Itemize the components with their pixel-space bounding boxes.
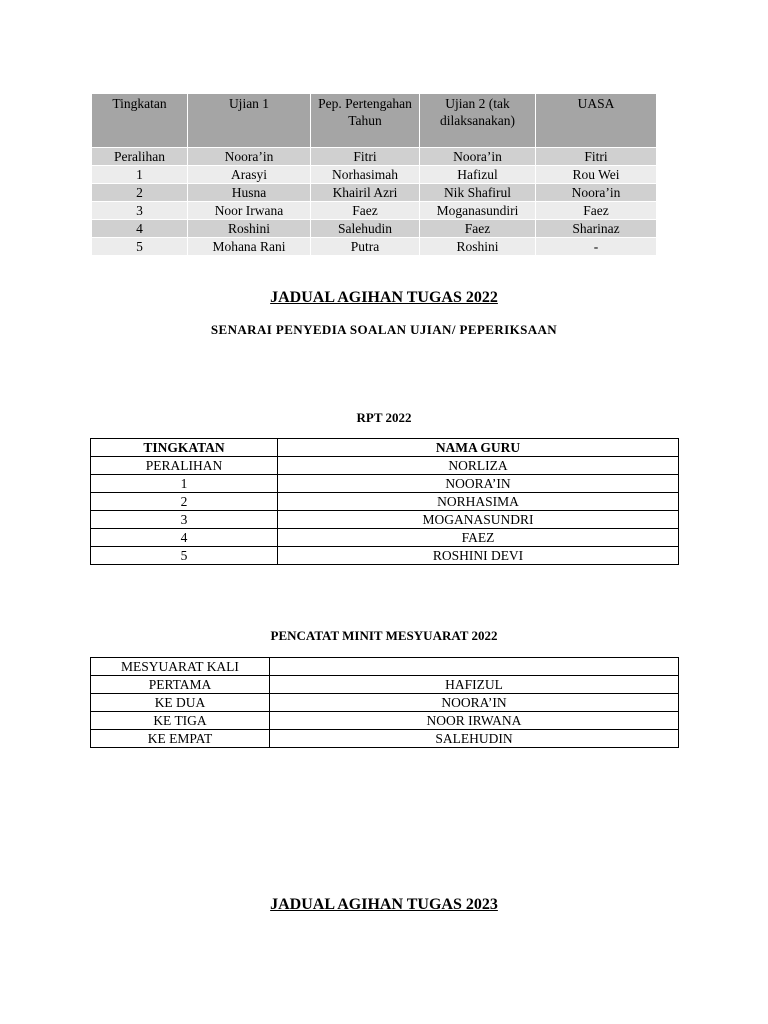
minutes-header-mesyuarat-kali: MESYUARAT KALI [91,658,270,676]
table-row [91,712,679,730]
table-cell: Moganasundiri [420,202,536,220]
table-row [91,511,679,529]
minutes-header-empty [270,658,679,676]
table-cell: - [536,238,657,256]
table-cell: Sharinaz [536,220,657,238]
table-cell: 2 [92,184,188,202]
table-cell: Norhasimah [311,166,420,184]
table-cell: Khairil Azri [311,184,420,202]
table-cell: MOGANASUNDRI [278,511,679,529]
table-cell: FAEZ [278,529,679,547]
table-cell: KE DUA [91,694,270,712]
rpt-header-row [91,439,679,457]
table-row [91,457,679,475]
table-cell: NOOR IRWANA [270,712,679,730]
minutes-table [90,657,679,748]
table-row [92,184,657,202]
table-cell: Noora’in [188,148,311,166]
exam-header-uasa: UASA [536,94,657,148]
table-row [91,547,679,565]
table-cell: Roshini [420,238,536,256]
table-cell: Faez [536,202,657,220]
table-cell: Nik Shafirul [420,184,536,202]
table-cell: Noor Irwana [188,202,311,220]
table-cell: NOORA’IN [270,694,679,712]
table-cell: NORLIZA [278,457,679,475]
table-cell: HAFIZUL [270,676,679,694]
heading-rpt-2022: RPT 2022 [356,410,412,425]
table-cell: 4 [92,220,188,238]
rpt-header-tingkatan: TINGKATAN [91,439,278,457]
table-row [91,475,679,493]
exam-table-header-row [92,94,657,148]
exam-header-tingkatan: Tingkatan [92,94,188,148]
table-row [92,220,657,238]
table-cell: ROSHINI DEVI [278,547,679,565]
table-cell: NORHASIMA [278,493,679,511]
table-cell: 3 [91,511,278,529]
table-cell: 3 [92,202,188,220]
table-cell: Hafizul [420,166,536,184]
table-row [91,493,679,511]
exam-header-pep-pertengahan: Pep. Pertengahan Tahun [311,94,420,148]
table-cell: 5 [92,238,188,256]
table-row [92,238,657,256]
table-cell: Rou Wei [536,166,657,184]
table-cell: Fitri [311,148,420,166]
table-row [92,148,657,166]
table-cell: 4 [91,529,278,547]
table-cell: KE TIGA [91,712,270,730]
table-cell: SALEHUDIN [270,730,679,748]
table-cell: KE EMPAT [91,730,270,748]
heading-pencatat-minit: PENCATAT MINIT MESYUARAT 2022 [270,628,498,643]
table-cell: Roshini [188,220,311,238]
table-cell: Peralihan [92,148,188,166]
table-cell: PERALIHAN [91,457,278,475]
rpt-header-nama-guru: NAMA GURU [278,439,679,457]
table-row [91,730,679,748]
table-cell: Mohana Rani [188,238,311,256]
table-cell: Putra [311,238,420,256]
table-cell: Arasyi [188,166,311,184]
heading-jadual-2023: JADUAL AGIHAN TUGAS 2023 [270,896,498,913]
heading-jadual-2022: JADUAL AGIHAN TUGAS 2022 [270,289,498,306]
table-cell: NOORA’IN [278,475,679,493]
table-cell: 2 [91,493,278,511]
table-cell: Fitri [536,148,657,166]
table-row [92,166,657,184]
table-cell: PERTAMA [91,676,270,694]
table-cell: Husna [188,184,311,202]
table-cell: Noora’in [536,184,657,202]
table-row [91,676,679,694]
exam-header-ujian-2: Ujian 2 (tak dilaksanakan) [420,94,536,148]
table-cell: 1 [92,166,188,184]
rpt-table [90,438,679,565]
exam-header-ujian-1: Ujian 1 [188,94,311,148]
table-row [91,694,679,712]
table-cell: Noora’in [420,148,536,166]
table-row [92,202,657,220]
heading-senarai-penyedia: SENARAI PENYEDIA SOALAN UJIAN/ PEPERIKSAAN [210,322,558,337]
exam-setter-table [91,93,657,256]
table-cell: Salehudin [311,220,420,238]
table-row [91,529,679,547]
table-cell: Faez [420,220,536,238]
table-cell: Faez [311,202,420,220]
table-cell: 5 [91,547,278,565]
table-cell: 1 [91,475,278,493]
minutes-header-row [91,658,679,676]
